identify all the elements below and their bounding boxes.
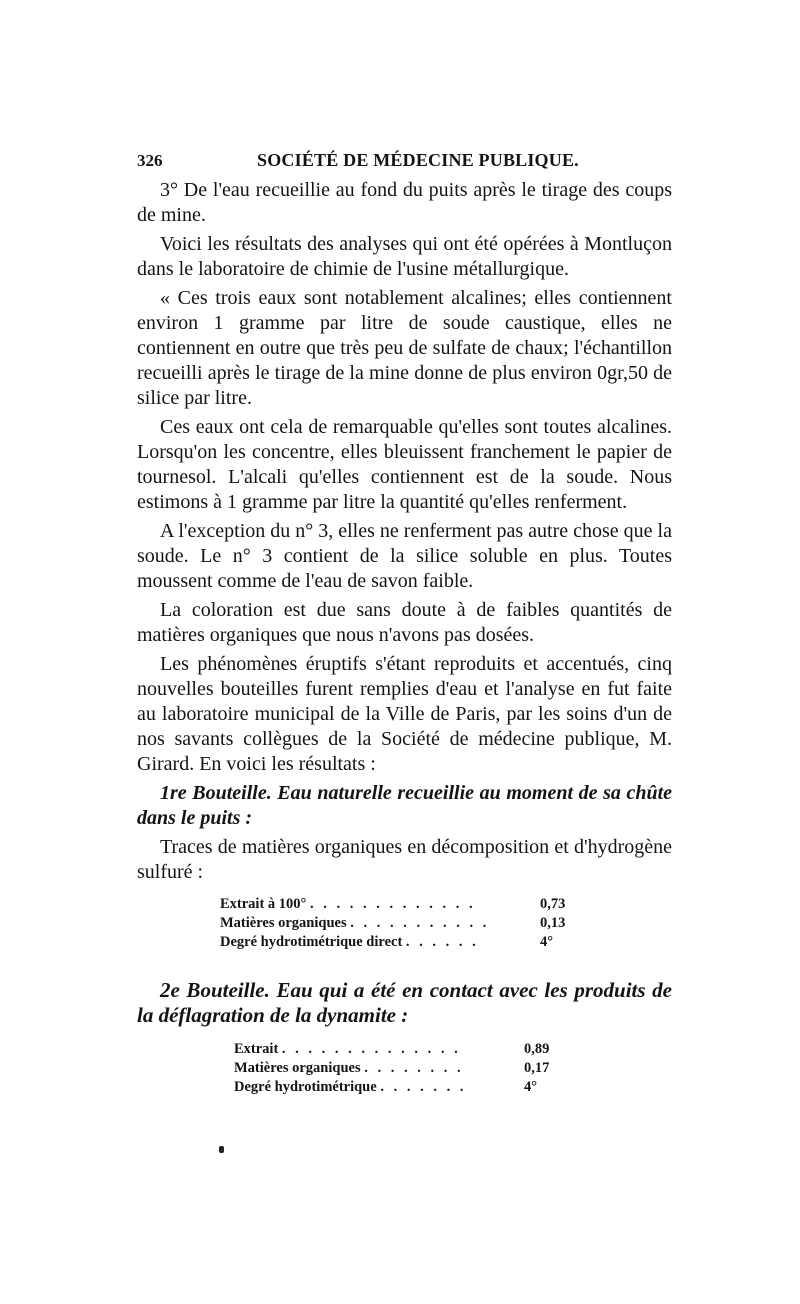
leader-dots: . . . . . .: [405, 934, 479, 950]
paragraph-remarkable: Ces eaux ont cela de remarquable qu'elles sont toutes alcalines. Lorsqu'on les concentre, elles bleuissent franchement le papier de tournesol. L'alcali qu'elles contiennent est de la soude. Nous estimons à 1 gramme par litre la quantité qu'elles renferment.: [137, 416, 672, 513]
table-row: [234, 1040, 549, 1059]
paragraph-analysis-intro: Voici les résultats des analyses qui ont été opérées à Montluçon dans le laboratoire de chimie de l'usine métallurgique.: [137, 233, 672, 280]
paragraph-exception: A l'exception du n° 3, elles ne renferment pas autre chose que la soude. Le n° 3 contient de la silice soluble en plus. Toutes moussent comme de l'eau de savon faible.: [137, 520, 672, 592]
body-text-continued: [137, 978, 672, 1028]
row-value: 4°: [524, 1079, 538, 1095]
running-head: [137, 150, 672, 178]
table-row: [220, 933, 565, 952]
bouteille-2-heading: 2e Bouteille. Eau qui a été en contact avec les produits de la déflagration de la dynamite :: [137, 978, 672, 1027]
table-row: [220, 914, 565, 933]
ink-speck: [219, 1146, 224, 1153]
paragraph-quote-alkaline: « Ces trois eaux sont notablement alcalines; elles contiennent environ 1 gramme par litre de soude caustique, elles ne contiennent en outre que très peu de sulfate de chaux; l'échantillon recueilli après le tirage de la mine donne de plus environ 0gr,50 de silice par litre.: [137, 287, 672, 409]
row-label: Degré hydrotimétrique: [234, 1079, 377, 1095]
page-number: 326: [137, 151, 163, 170]
paragraph-phenomena: Les phénomènes éruptifs s'étant reproduits et accentués, cinq nouvelles bouteilles furent remplies d'eau et l'analyse en fut faite au laboratoire municipal de la Ville de Paris, par les soins d'un de nos savants collègues de la Société de médecine publique, M. Girard. En voici les résultats :: [137, 653, 672, 775]
leader-dots: . . . . . . . . . . .: [350, 915, 490, 931]
row-label: Matières organiques: [234, 1060, 361, 1076]
leader-dots: . . . . . . .: [380, 1079, 467, 1095]
table-row: [220, 895, 565, 914]
row-label: Degré hydrotimétrique direct: [220, 934, 403, 950]
row-value: 0,73: [540, 896, 566, 912]
row-label: Matières organiques: [220, 915, 347, 931]
leader-dots: . . . . . . . . . . . . .: [309, 896, 476, 912]
paragraph-item-3: 3° De l'eau recueillie au fond du puits après le tirage des coups de mine.: [137, 179, 672, 226]
results-table-bouteille-2: [234, 1040, 549, 1097]
results-table-bouteille-1: [220, 895, 565, 952]
row-label: Extrait à 100°: [220, 896, 307, 912]
book-page: [137, 150, 672, 1123]
table-row: [234, 1078, 549, 1097]
bouteille-1-heading: 1re Bouteille. Eau naturelle recueillie au moment de sa chûte dans le puits :: [137, 782, 672, 829]
row-value: 0,13: [540, 915, 566, 931]
running-title: SOCIÉTÉ DE MÉDECINE PUBLIQUE.: [257, 150, 579, 170]
paragraph-coloration: La coloration est due sans doute à de faibles quantités de matières organiques que nous n'avons pas dosées.: [137, 599, 672, 646]
row-value: 0,89: [524, 1041, 550, 1057]
leader-dots: . . . . . . . . . . . . . .: [281, 1041, 461, 1057]
leader-dots: . . . . . . . .: [364, 1060, 464, 1076]
row-value: 0,17: [524, 1060, 550, 1076]
row-label: Extrait: [234, 1041, 279, 1057]
bouteille-1-description: Traces de matières organiques en décomposition et d'hydrogène sulfuré :: [137, 836, 672, 883]
row-value: 4°: [540, 934, 554, 950]
body-text: [137, 178, 672, 885]
table-row: [234, 1059, 549, 1078]
